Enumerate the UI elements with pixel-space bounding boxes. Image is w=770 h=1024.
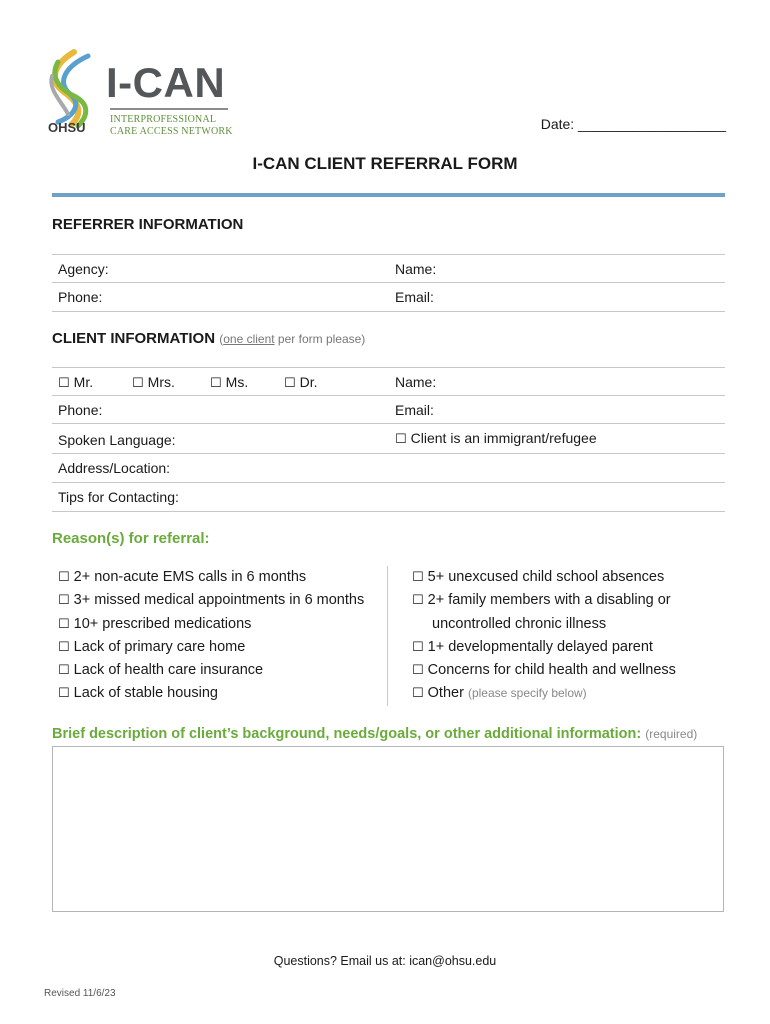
reason-housing[interactable] <box>58 682 388 705</box>
reasons-list <box>52 566 725 708</box>
tips-field[interactable]: Tips for Contacting: <box>58 489 179 505</box>
client-heading-text: CLIENT INFORMATION <box>52 330 216 347</box>
title-ms-option[interactable] <box>210 374 248 391</box>
client-note-underlined: one client <box>223 332 275 346</box>
checkbox-icon[interactable]: ☐ <box>412 639 424 655</box>
reason-insurance[interactable] <box>58 659 388 682</box>
reason-label: 10+ prescribed medications <box>73 615 252 632</box>
immigrant-label: Client is an immigrant/refugee <box>410 430 597 446</box>
referrer-row-2 <box>52 282 725 312</box>
agency-field[interactable]: Agency: <box>58 261 109 277</box>
date-field[interactable]: Date: ___________________ <box>540 116 726 132</box>
address-field[interactable]: Address/Location: <box>58 460 171 476</box>
checkbox-icon[interactable]: ☐ <box>412 663 424 679</box>
reason-family-illness[interactable] <box>412 589 722 612</box>
reason-missed-appointments[interactable] <box>58 589 388 612</box>
checkbox-icon[interactable]: ☐ <box>58 616 70 632</box>
reason-child-health[interactable] <box>412 659 722 682</box>
reason-primary-care[interactable] <box>58 636 388 659</box>
reasons-left-column <box>58 566 388 706</box>
client-phone-field[interactable]: Phone: <box>58 402 103 418</box>
title-mr-label: Mr. <box>73 374 94 390</box>
reasons-heading: Reason(s) for referral: <box>52 530 210 547</box>
title-ms-label: Ms. <box>225 374 249 390</box>
title-dr-option[interactable] <box>284 374 318 391</box>
client-heading-note <box>219 332 365 346</box>
description-label-text: Brief description of client’s background, needs/goals, or other additional information: <box>52 726 642 742</box>
title-mr-option[interactable] <box>58 374 93 391</box>
checkbox-icon[interactable]: ☐ <box>412 593 424 609</box>
checkbox-icon[interactable]: ☐ <box>58 663 70 679</box>
description-label <box>52 726 697 742</box>
client-row-tips <box>52 482 725 512</box>
reason-label: 2+ family members with a disabling or <box>427 592 671 609</box>
reason-label: 3+ missed medical appointments in 6 months <box>73 592 365 609</box>
title-dr-label: Dr. <box>299 374 318 390</box>
revision-date: Revised 11/6/23 <box>44 988 116 999</box>
logo-subtitle-line1: INTERPROFESSIONAL <box>110 114 217 125</box>
description-textarea[interactable] <box>52 746 724 912</box>
checkbox-icon[interactable]: ☐ <box>58 570 70 585</box>
client-name-field[interactable]: Name: <box>395 374 437 390</box>
reason-medications[interactable] <box>58 613 388 636</box>
client-email-field[interactable]: Email: <box>395 402 434 418</box>
referrer-row-1 <box>52 254 725 283</box>
logo-subtitle-line2: CARE ACCESS NETWORK <box>110 126 233 137</box>
checkbox-icon[interactable]: ☐ <box>284 376 296 391</box>
checkbox-icon[interactable]: ☐ <box>412 686 424 702</box>
reason-delayed-parent[interactable] <box>412 636 722 659</box>
logo-subtitle <box>110 114 233 138</box>
referrer-email-field[interactable]: Email: <box>395 289 434 305</box>
spoken-language-field[interactable]: Spoken Language: <box>58 432 176 448</box>
reason-label: Lack of primary care home <box>73 638 246 655</box>
title-divider <box>52 193 725 197</box>
checkbox-icon[interactable]: ☐ <box>412 570 424 585</box>
reason-label: 5+ unexcused child school absences <box>427 569 665 585</box>
reason-family-illness-cont <box>412 613 722 636</box>
checkbox-icon[interactable]: ☐ <box>58 639 70 655</box>
referrer-name-field[interactable]: Name: <box>395 261 437 277</box>
checkbox-icon[interactable]: ☐ <box>395 432 407 447</box>
reason-label: uncontrolled chronic illness <box>432 615 607 632</box>
form-title: I-CAN CLIENT REFERRAL FORM <box>252 154 518 173</box>
title-mrs-option[interactable] <box>132 374 175 391</box>
client-heading <box>52 330 365 347</box>
checkbox-icon[interactable]: ☐ <box>58 376 70 391</box>
reasons-divider <box>387 566 388 706</box>
reason-label: Lack of health care insurance <box>73 662 264 679</box>
reason-ems-calls[interactable] <box>58 566 388 589</box>
logo-title: I-CAN <box>106 59 226 106</box>
reason-other-note: (please specify below) <box>467 686 587 701</box>
reason-label: Lack of stable housing <box>73 685 218 702</box>
reason-label: Concerns for child health and wellness <box>427 662 676 679</box>
ican-logo <box>44 46 244 138</box>
reason-label: 2+ non-acute EMS calls in 6 months <box>73 569 307 585</box>
description-required-note: (required) <box>645 727 698 741</box>
referrer-phone-field[interactable]: Phone: <box>58 289 103 305</box>
reason-label: Other <box>427 685 464 702</box>
client-row-titles <box>52 367 725 396</box>
referrer-heading: REFERRER INFORMATION <box>52 216 244 233</box>
client-note-rest: per form please) <box>274 332 366 346</box>
checkbox-icon[interactable]: ☐ <box>132 376 144 391</box>
reason-other[interactable] <box>412 682 722 705</box>
client-row-address <box>52 453 725 482</box>
title-mrs-label: Mrs. <box>147 374 175 390</box>
checkbox-icon[interactable]: ☐ <box>210 376 222 391</box>
checkbox-icon[interactable]: ☐ <box>58 686 70 702</box>
reason-label: 1+ developmentally delayed parent <box>427 638 653 655</box>
reason-school-absences[interactable] <box>412 566 722 589</box>
checkbox-icon[interactable]: ☐ <box>58 593 70 609</box>
logo-org: OHSU <box>48 120 86 135</box>
reasons-right-column <box>412 566 722 706</box>
client-note-open: ( <box>219 332 224 346</box>
client-row-phone <box>52 395 725 424</box>
contact-line: Questions? Email us at: ican@ohsu.edu <box>273 954 497 968</box>
immigrant-option[interactable] <box>395 430 597 447</box>
client-row-language <box>52 423 725 452</box>
logo-divider <box>110 108 228 110</box>
